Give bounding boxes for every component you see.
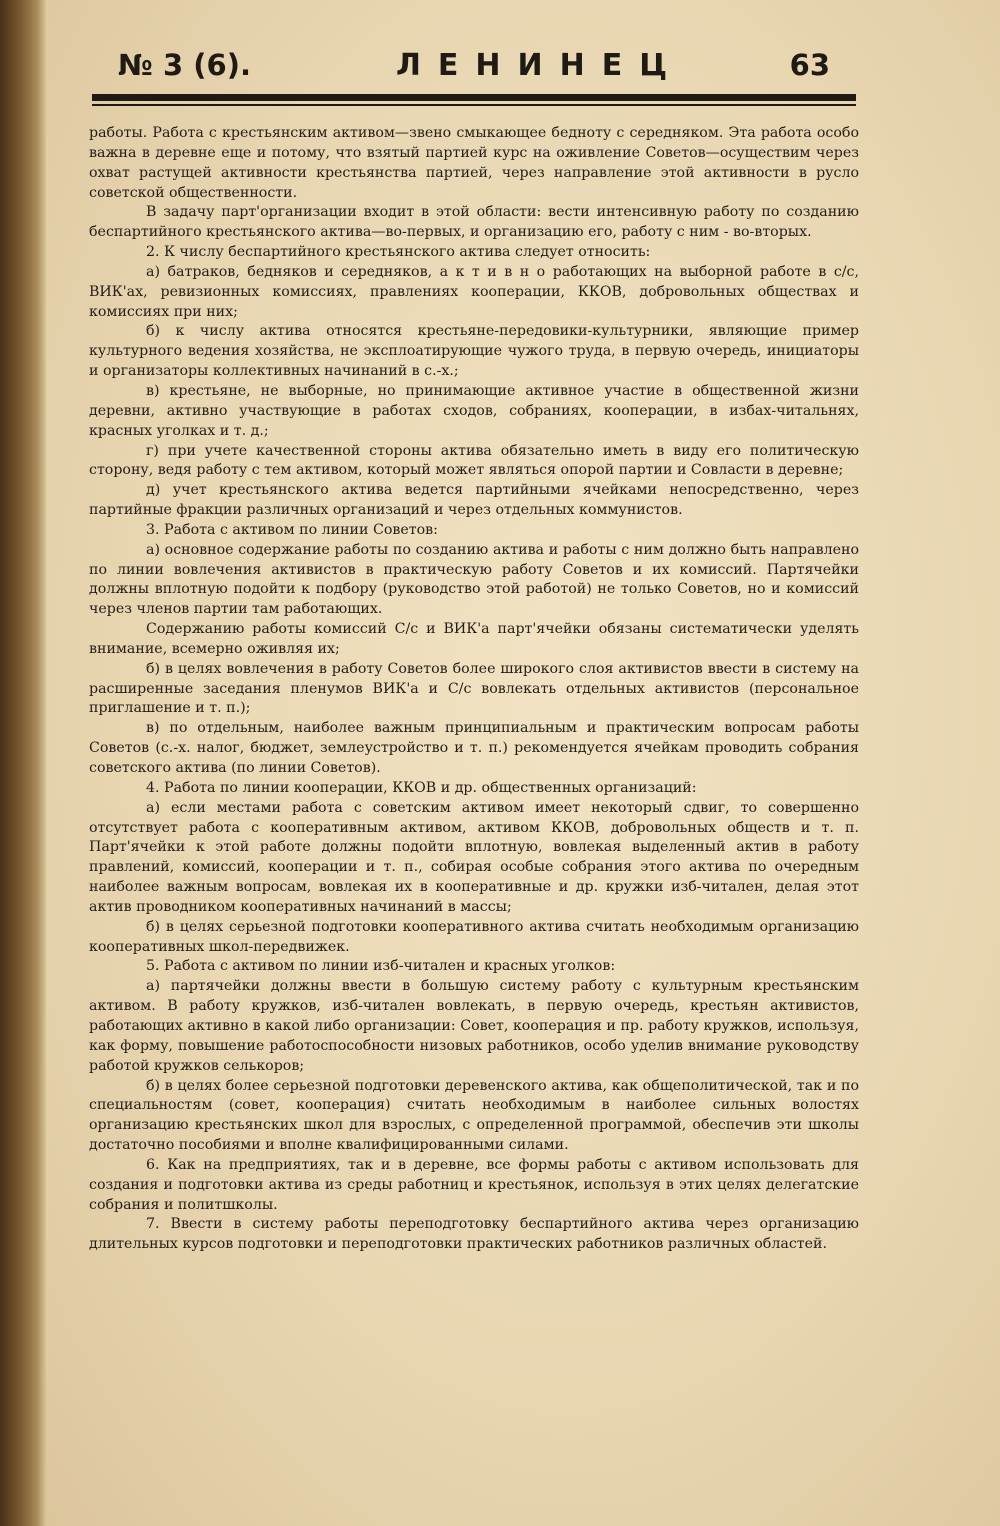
paragraph: В задачу парт'организации входит в этой области: вести интенсивную работу по созданию беспартийного крестьянского актива—во-первых, и организацию его, работу с ним - во-вторых.: [89, 204, 859, 241]
paragraph: а) если местами работа с советским активом имеет некоторый сдвиг, то совершенно отсутствует работа с кооперативным активом, активом ККОВ, добровольных обществ и т. п. Парт'ячейки к этой работе должны подойти вплотную, вовлекая выделенный актив в работу правлений, комиссий, кооперации и т. п., собирая особые собрания этого актива по очередным наиболее важным вопросам, вовлекая их в кооперативные и др. кружки изб-читален, делая этот актив проводником кооперативных начинаний в массы;: [89, 799, 859, 915]
paragraph: в) крестьяне, не выборные, но принимающие активное участие в общественной жизни деревни, активно участвующие в работах сходов, собраниях, кооперации, в избах-читальнях, красных уголках и т. д.;: [89, 382, 859, 439]
newspaper-title: ЛЕНИНЕЦ: [396, 48, 685, 83]
paragraph: а) основное содержание работы по созданию актива и работы с ним должно быть направлено по линии вовлечения активистов в практическую работу Советов и их комиссий. Партячейки должны вплотную подойти к подбору (руководство этой работой) не только Советов, но и комиссий через членов партии там работающих.: [89, 541, 859, 618]
issue-number: № 3 (6).: [118, 48, 251, 82]
paragraph: б) в целях более серьезной подготовки деревенского актива, как общеполитической, так и по специальностям (совет, кооперация) считать необходимым в наиболее сильных волостях организацию крестьянских школ для взрослых, с определенной программой, обеспечив эти школы достаточно пособиями и вполне квалифицированными силами.: [89, 1077, 859, 1154]
paragraph: 7. Ввести в систему работы переподготовку беспартийного актива через организацию длительных курсов подготовки и переподготовки практических работников различных областей.: [89, 1216, 859, 1253]
paragraph: д) учет крестьянского актива ведется партийными ячейками непосредственно, через партийные фракции различных организаций и через отдельных коммунистов.: [89, 482, 859, 519]
paragraph: г) при учете качественной стороны актива обязательно иметь в виду его политическую сторону, ведя работу с тем активом, который может являться опорой партии и Совласти в деревне;: [89, 442, 859, 479]
paragraph: б) в целях серьезной подготовки кооперативного актива считать необходимым организацию кооперативных школ-передвижек.: [89, 918, 859, 955]
paragraph: в) по отдельным, наиболее важным принципиальным и практическим вопросам работы Советов (с.-х. налог, бюджет, землеустройство и т. п.) рекомендуется ячейкам проводить собрания советского актива (по линии Советов).: [89, 720, 859, 776]
header-rule-thick: [92, 94, 856, 101]
article-body: [89, 124, 859, 1255]
paragraph: работы. Работа с крестьянским активом—звено смыкающее бедноту с середняком. Эта работа особо важна в деревне еще и потому, что взятый партией курс на оживление Советов—осуществим через охват растущей активности крестьянства партией, через направление этой активности в русло советской общественности.: [89, 125, 859, 201]
masthead: [118, 48, 830, 92]
paragraph: 3. Работа с активом по линии Советов:: [146, 521, 438, 538]
paragraph: б) к числу актива относятся крестьяне-передовики-культурники, являющие пример культурного ведения хозяйства, не эксплоатирующие чужого труда, в первую очередь, инициаторы и организаторы коллективных начинаний в с.-х.;: [89, 323, 859, 380]
book-spine: [0, 0, 46, 1526]
paragraph: 5. Работа с активом по линии изб-читален и красных уголков:: [146, 958, 616, 975]
header-rule-thin: [92, 104, 856, 106]
paragraph: б) в целях вовлечения в работу Советов более широкого слоя активистов ввести в систему на расширенные заседания пленумов ВИК'а и С/с вовлекать отдельных активистов (персональное приглашение и т. п.);: [89, 660, 859, 717]
paragraph: а) батраков, бедняков и середняков, а к т и в н о работающих на выборной работе в с/с, ВИК'ах, ревизионных комиссиях, правлениях кооперации, ККОВ, добровольных обществах и комиссиях при них;: [89, 263, 859, 320]
paragraph: а) партячейки должны ввести в большую систему работу с культурным крестьянским активом. В работу кружков, изб-читален вовлекать, в первую очередь, крестьян активистов, работающих активно в какой либо организации: Совет, кооперация и пр. работу кружков, используя, как форму, повышение работоспособности низовых работников, особо уделив внимание руководству работой кружков селькоров;: [89, 978, 859, 1074]
paragraph: 2. К числу беспартийного крестьянского актива следует относить:: [146, 244, 651, 261]
page-number: 63: [789, 48, 830, 82]
paragraph: 4. Работа по линии кооперации, ККОВ и др. общественных организаций:: [146, 779, 697, 796]
paragraph: Содержанию работы комиссий С/с и ВИК'а парт'ячейки обязаны систематически уделять внимание, всемерно оживляя их;: [89, 621, 859, 657]
paragraph: 6. Как на предприятиях, так и в деревне, все формы работы с активом использовать для создания и подготовки актива из среды работниц и крестьянок, используя в этих целях делегатские собрания и политшколы.: [89, 1156, 859, 1213]
